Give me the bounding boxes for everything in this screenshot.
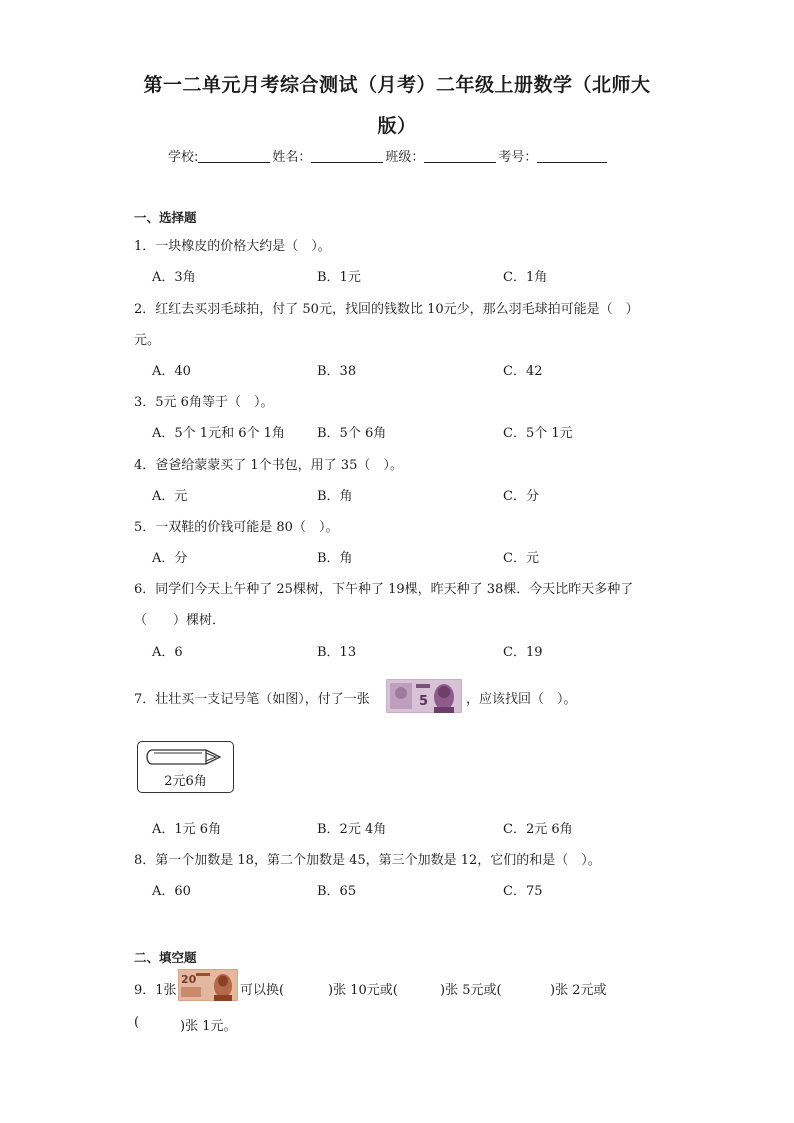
question-9-part3: )张 10元或( — [328, 983, 398, 998]
question-2-option-b[interactable]: B．38 — [317, 364, 357, 379]
marker-pen-picture — [137, 741, 234, 793]
question-4-option-a[interactable]: A．元 — [152, 489, 188, 504]
question-1-stem: 1．一块橡皮的价格大约是（ ）。 — [134, 239, 331, 254]
question-8-option-c[interactable]: C．75 — [503, 884, 543, 899]
question-9-part5: )张 2元或 — [550, 983, 607, 998]
question-5-option-a[interactable]: A．分 — [152, 551, 188, 566]
question-6-stem-continued: （ ）棵树． — [134, 613, 226, 628]
question-7-option-b[interactable]: B．2元 4角 — [317, 822, 387, 837]
question-6-option-b[interactable]: B．13 — [317, 645, 357, 660]
question-9-part2: 可以换( — [240, 983, 285, 998]
section-choice-heading: 一、选择题 — [134, 210, 197, 225]
question-6-option-c[interactable]: C．19 — [503, 645, 543, 660]
question-7-option-a[interactable]: A．1元 6角 — [152, 822, 222, 837]
question-3-stem: 3．5元 6角等于（ ）。 — [134, 395, 274, 410]
question-7-stem-part1: 7．壮壮买一支记号笔（如图），付了一张 — [134, 692, 370, 707]
marker-price-label: 2元6角 — [164, 774, 207, 789]
banknote-digit: 20 — [181, 973, 197, 986]
question-5-option-b[interactable]: B．角 — [317, 551, 353, 566]
question-9-part7: )张 1元。 — [180, 1019, 237, 1034]
question-3-option-b[interactable]: B．5个 6角 — [317, 426, 387, 441]
question-4-option-b[interactable]: B．角 — [317, 489, 353, 504]
question-8-option-b[interactable]: B．65 — [317, 884, 357, 899]
class-label: 班级： — [385, 150, 425, 165]
banknote-digit: 5 — [419, 694, 429, 709]
school-field[interactable] — [198, 150, 270, 163]
question-4-stem: 4．爸爸给蒙蒙买了 1个书包，用了 35（ ）。 — [134, 458, 403, 473]
question-5-stem: 5．一双鞋的价钱可能是 80（ ）。 — [134, 520, 339, 535]
twenty-yuan-banknote-image — [178, 969, 238, 1001]
question-9-part6: ( — [134, 1015, 140, 1030]
question-7-option-c[interactable]: C．2元 6角 — [503, 822, 573, 837]
marker-pen-icon — [146, 748, 226, 766]
school-label: 学校: — [168, 150, 199, 165]
student-info-line — [168, 146, 609, 165]
question-1-option-a[interactable]: A．3角 — [152, 270, 196, 285]
question-4-option-c[interactable]: C．分 — [503, 489, 539, 504]
question-2-stem: 2．红红去买羽毛球拍，付了 50元，找回的钱数比 10元少，那么羽毛球拍可能是（ ） — [134, 302, 639, 317]
class-field[interactable] — [424, 150, 496, 163]
page-title-line2: 版） — [377, 115, 417, 137]
question-6-stem: 6．同学们今天上午种了 25棵树，下午种了 19棵，昨天种了 38棵．今天比昨天多种了 — [134, 582, 634, 597]
section-fill-heading: 二、填空题 — [134, 950, 197, 965]
name-label: 姓名： — [272, 150, 312, 165]
number-field[interactable] — [537, 150, 607, 163]
name-field[interactable] — [311, 150, 383, 163]
question-3-option-c[interactable]: C．5个 1元 — [503, 426, 573, 441]
question-7-stem-part2: ，应该找回（ ）。 — [466, 692, 577, 707]
question-6-option-a[interactable]: A．6 — [152, 645, 183, 660]
question-2-stem-continued: 元。 — [134, 333, 161, 348]
question-8-option-a[interactable]: A．60 — [152, 884, 191, 899]
question-8-stem: 8．第一个加数是 18，第二个加数是 45，第三个加数是 12，它们的和是（ ）。 — [134, 853, 601, 868]
five-yuan-banknote-image — [386, 679, 462, 713]
question-9-part4: )张 5元或( — [440, 983, 502, 998]
question-1-option-c[interactable]: C．1角 — [503, 270, 548, 285]
page-title: 第一二单元月考综合测试（月考）二年级上册数学（北师大 — [143, 74, 651, 96]
question-2-option-c[interactable]: C．42 — [503, 364, 543, 379]
question-5-option-c[interactable]: C．元 — [503, 551, 539, 566]
number-label: 考号： — [498, 150, 538, 165]
question-1-option-b[interactable]: B．1元 — [317, 270, 361, 285]
question-9-part1: 9．1张 — [134, 983, 177, 998]
question-2-option-a[interactable]: A．40 — [152, 364, 191, 379]
question-3-option-a[interactable]: A．5个 1元和 6个 1角 — [152, 426, 285, 441]
